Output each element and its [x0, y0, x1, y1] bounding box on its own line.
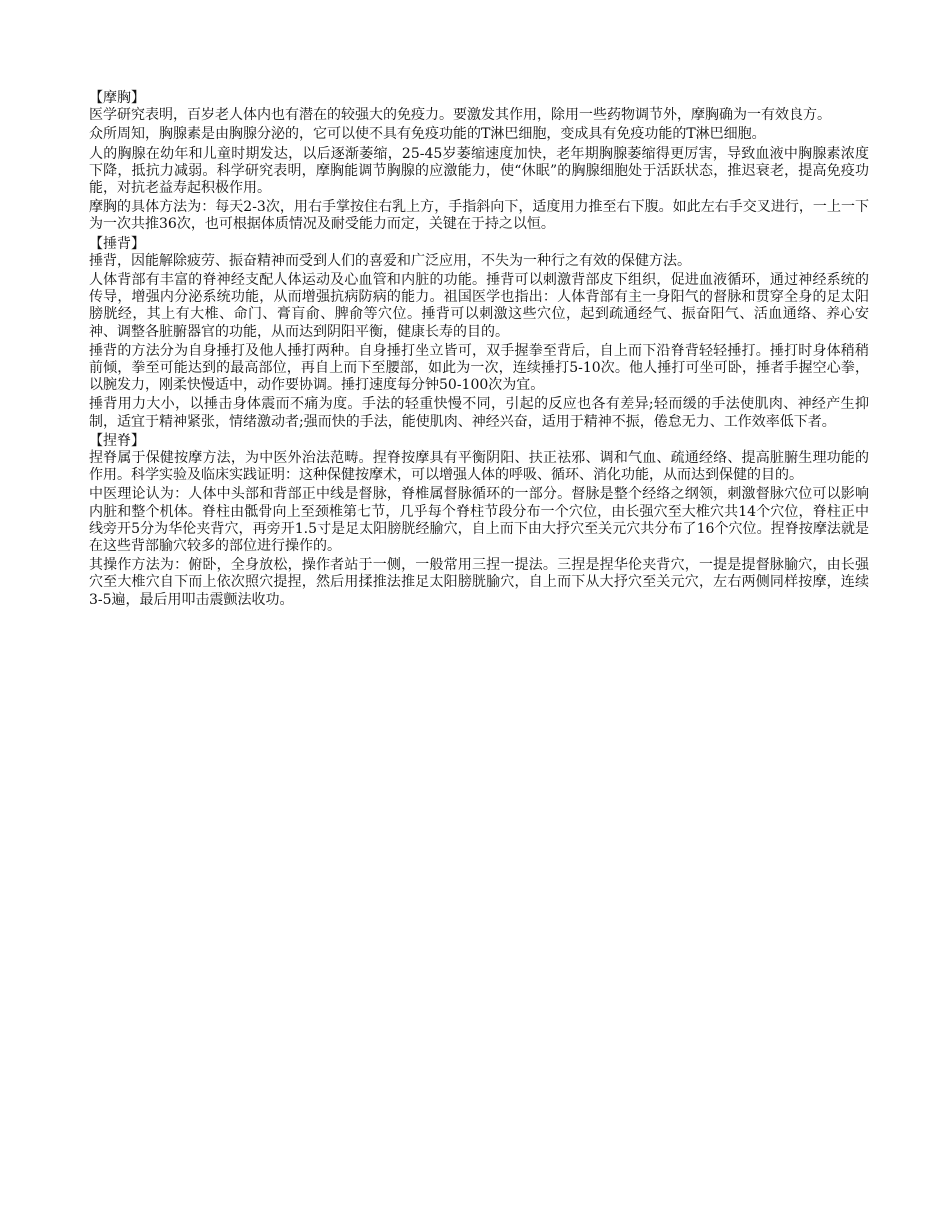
paragraph: 中医理论认为：人体中头部和背部正中线是督脉，脊椎属督脉循环的一部分。督脉是整个经络之纲领，刺激督脉穴位可以影响内脏和整个机体。脊柱由骶骨向上至颈椎第七节，几乎每个脊柱节段分布一个穴位，由长强穴至大椎穴共14个穴位，脊柱正中线旁开5分为华伦夹背穴，再旁开1.5寸是足太阳膀胱经腧穴，自上而下由大抒穴至关元穴共分布了16个穴位。捏脊按摩法就是在这些背部腧穴较多的部位进行操作的。	[89, 486, 869, 555]
paragraph: 捏脊属于保健按摩方法，为中医外治法范畴。捏脊按摩具有平衡阴阳、扶正祛邪、调和气血、疏通经络、提高脏腑生理功能的作用。科学实验及临床实践证明：这种保健按摩术，可以增强人体的呼吸、循环、消化功能，从而达到保健的目的。	[89, 450, 869, 484]
paragraph: 医学研究表明，百岁老人体内也有潜在的较强大的免疫力。要激发其作用，除用一些药物调节外，摩胸确为一有效良方。	[89, 107, 831, 124]
section-chui-bei	[89, 236, 869, 431]
section-heading: 【捏脊】	[89, 432, 145, 449]
paragraph: 众所周知，胸腺素是由胸腺分泌的，它可以使不具有免疫功能的T淋巴细胞，变成具有免疫功能的T淋巴细胞。	[89, 126, 766, 143]
paragraph: 人的胸腺在幼年和儿童时期发达，以后逐渐萎缩，25-45岁萎缩速度加快，老年期胸腺萎缩得更厉害，导致血液中胸腺素浓度下降，抵抗力减弱。科学研究表明，摩胸能调节胸腺的应激能力，使“休眠”的胸腺细胞处于活跃状态，推迟衰老，提高免疫功能，对抗老益寿起积极作用。	[89, 145, 869, 197]
paragraph: 捶背用力大小，以捶击身体震而不痛为度。手法的轻重快慢不同，引起的反应也各有差异;轻而缓的手法使肌肉、神经产生抑制，适宜于精神紧张，情绪激动者;强而快的手法，能使肌肉、神经兴奋，适用于精神不振，倦怠无力、工作效率低下者。	[89, 396, 869, 430]
paragraph: 人体背部有丰富的脊神经支配人体运动及心血管和内脏的功能。捶背可以刺激背部皮下组织，促进血液循环，通过神经系统的传导，增强内分泌系统功能，从而增强抗病防病的能力。祖国医学也指出：人体背部有主一身阳气的督脉和贯穿全身的足太阳膀胱经，其上有大椎、命门、膏肓俞、脾俞等穴位。捶背可以刺激这些穴位，起到疏通经气、振奋阳气、活血通络、养心安神、调整各脏腑器官的功能，从而达到阴阳平衡，健康长寿的目的。	[89, 272, 869, 340]
section-heading: 【摩胸】	[89, 90, 145, 106]
section-heading: 【捶背】	[89, 235, 145, 252]
paragraph: 其操作方法为：俯卧，全身放松，操作者站于一侧，一般常用三捏一提法。三捏是捏华伦夹背穴，一提是提督脉腧穴，由长强穴至大椎穴自下而上依次照穴提捏，然后用揉推法推足太阳膀胱腧穴，自上而下从大抒穴至关元穴，左右两侧同样按摩，连续3-5遍，最后用叩击震颤法收功。	[89, 557, 869, 608]
paragraph: 捶背的方法分为自身捶打及他人捶打两种。自身捶打坐立皆可，双手握拳至背后，自上而下沿脊背轻轻捶打。捶打时身体稍稍前倾，拳至可能达到的最高部位，再自上而下至腰部，如此为一次，连续捶打5-10次。他人捶打可坐可卧，捶者手握空心拳，以腕发力，刚柔快慢适中，动作要协调。捶打速度每分钟50-100次为宜。	[89, 342, 869, 394]
section-nie-ji	[89, 433, 869, 609]
paragraph: 摩胸的具体方法为：每天2-3次，用右手掌按住右乳上方，手指斜向下，适度用力推至右下腹。如此左右手交叉进行，一上一下为一次共推36次，也可根据体质情况及耐受能力而定，关键在于持之以恒。	[89, 199, 869, 233]
paragraph: 捶背，因能解除疲劳、振奋精神而受到人们的喜爱和广泛应用，不失为一种行之有效的保健方法。	[89, 252, 691, 269]
section-mo-xiong	[89, 90, 869, 234]
document-body	[89, 90, 869, 611]
